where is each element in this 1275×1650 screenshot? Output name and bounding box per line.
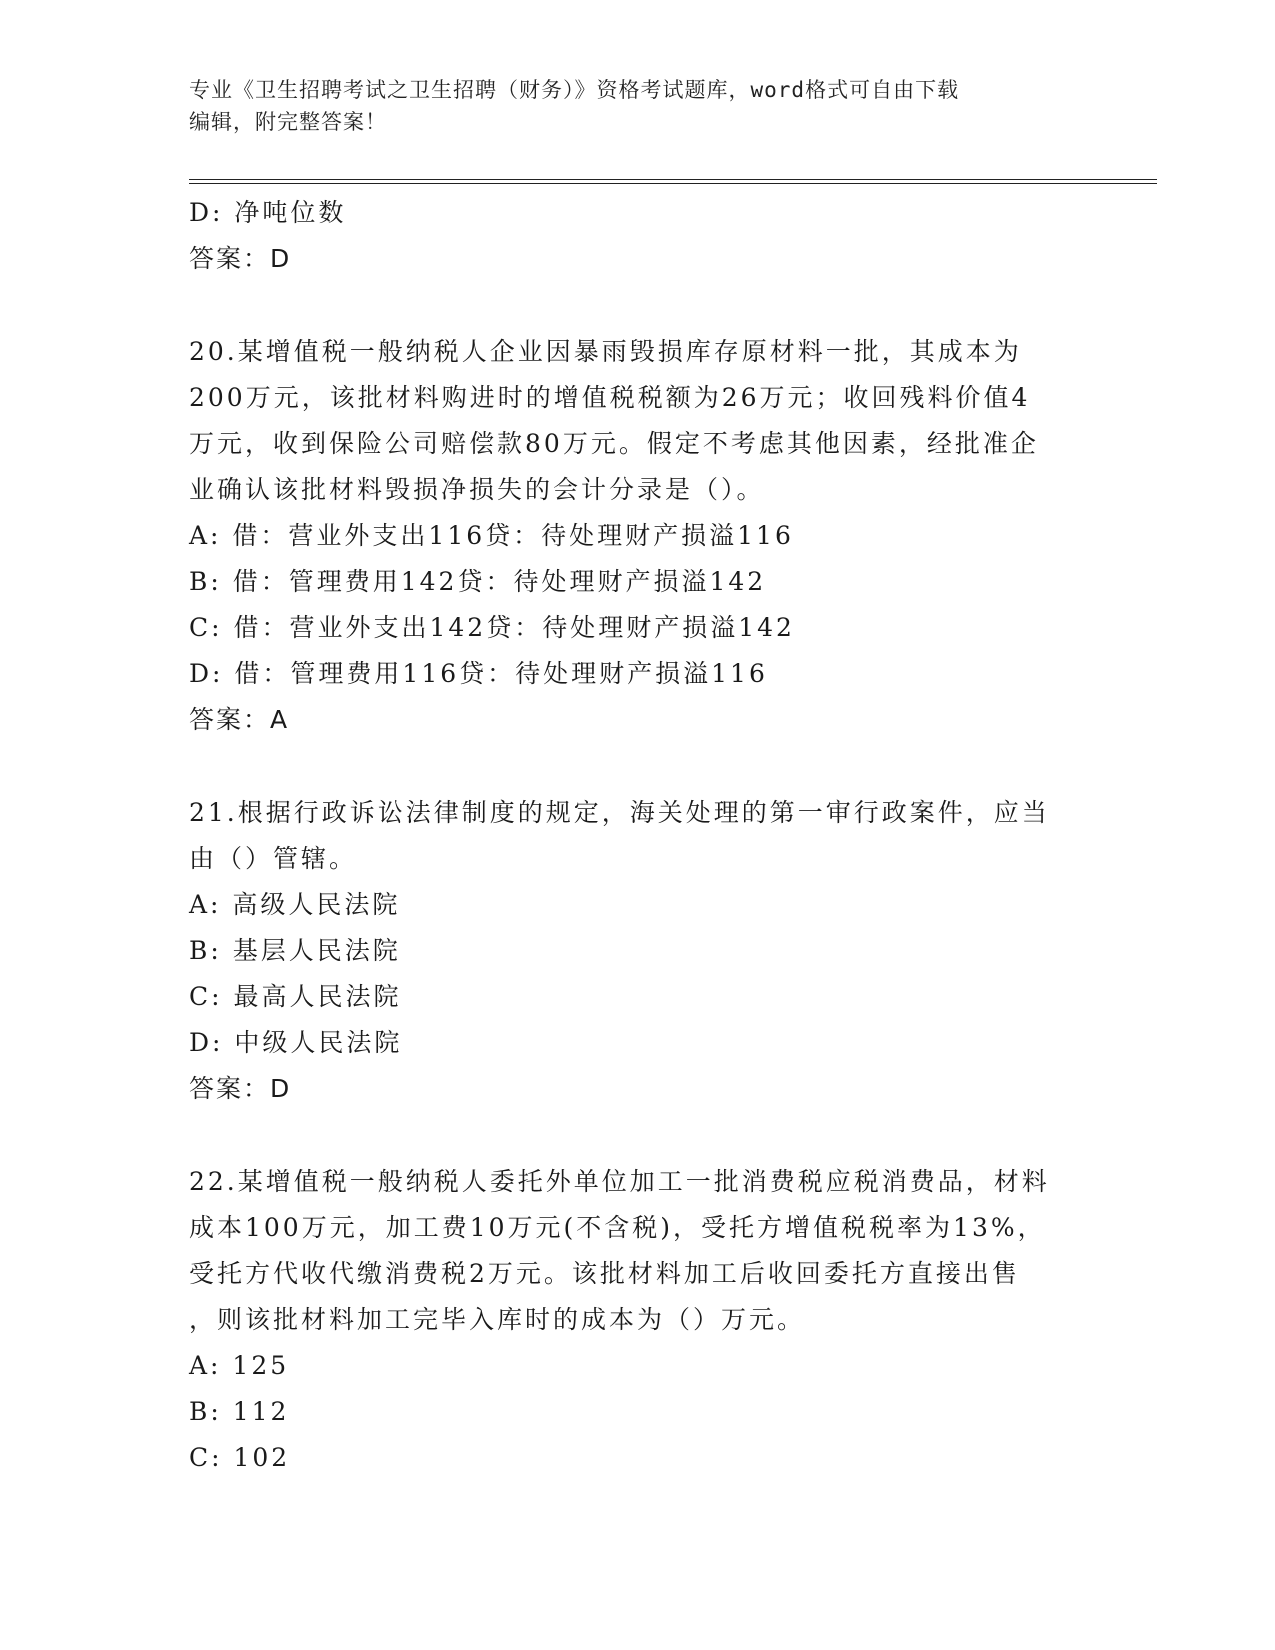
header-line-2: 编辑，附完整答案！ — [189, 110, 387, 134]
header-rule-top — [189, 179, 1157, 180]
option-a: A: 借：营业外支出116贷：待处理财产损溢116 — [189, 521, 794, 550]
answer-line: 答案：D — [189, 244, 292, 273]
spacer — [189, 1112, 1089, 1159]
question-stem-line: 万元，收到保险公司赔偿款80万元。假定不考虑其他因素，经批准企 — [189, 429, 1039, 458]
option-a: A: 高级人民法院 — [189, 890, 401, 919]
option-b: B: 112 — [189, 1397, 290, 1426]
question-stem-line: 200万元，该批材料购进时的增值税税额为26万元；收回残料价值4 — [189, 383, 1031, 412]
document-header — [189, 74, 1089, 138]
question-stem-line: 由（）管辖。 — [189, 844, 358, 873]
question-stem-line: 20.某增值税一般纳税人企业因暴雨毁损库存原材料一批，其成本为 — [189, 337, 1022, 366]
answer-line: 答案：A — [189, 705, 290, 734]
spacer — [189, 743, 1089, 790]
option-a: A: 125 — [189, 1351, 290, 1380]
question-stem-line: 22.某增值税一般纳税人委托外单位加工一批消费税应税消费品，材料 — [189, 1167, 1050, 1196]
question-stem-line: 受托方代收代缴消费税2万元。该批材料加工后收回委托方直接出售 — [189, 1259, 1020, 1288]
question-stem-line: 业确认该批材料毁损净损失的会计分录是（）。 — [189, 475, 765, 504]
option-b: B: 基层人民法院 — [189, 936, 401, 965]
option-b: B: 借：管理费用142贷：待处理财产损溢142 — [189, 567, 767, 596]
header-line-1: 专业《卫生招聘考试之卫生招聘（财务）》资格考试题库，word格式可自由下载 — [189, 78, 960, 102]
option-d: D: 借：管理费用116贷：待处理财产损溢116 — [189, 659, 768, 688]
question-content — [189, 190, 1089, 1481]
option-c: C: 最高人民法院 — [189, 982, 402, 1011]
question-21 — [189, 790, 1089, 1112]
spacer — [189, 282, 1089, 329]
option-c: C: 借：营业外支出142贷：待处理财产损溢142 — [189, 613, 795, 642]
question-stem-line: ，则该批材料加工完毕入库时的成本为（）万元。 — [189, 1305, 806, 1334]
option-d: D: 净吨位数 — [189, 198, 347, 227]
option-d: D: 中级人民法院 — [189, 1028, 403, 1057]
question-stem-line: 成本100万元，加工费10万元(不含税)，受托方增值税税率为13%， — [189, 1213, 1046, 1242]
answer-line: 答案：D — [189, 1074, 292, 1103]
question-20 — [189, 329, 1089, 743]
option-c: C: 102 — [189, 1443, 291, 1472]
question-22 — [189, 1159, 1089, 1481]
question-stem-line: 21.根据行政诉讼法律制度的规定，海关处理的第一审行政案件，应当 — [189, 798, 1050, 827]
header-rule-bottom — [189, 183, 1157, 184]
